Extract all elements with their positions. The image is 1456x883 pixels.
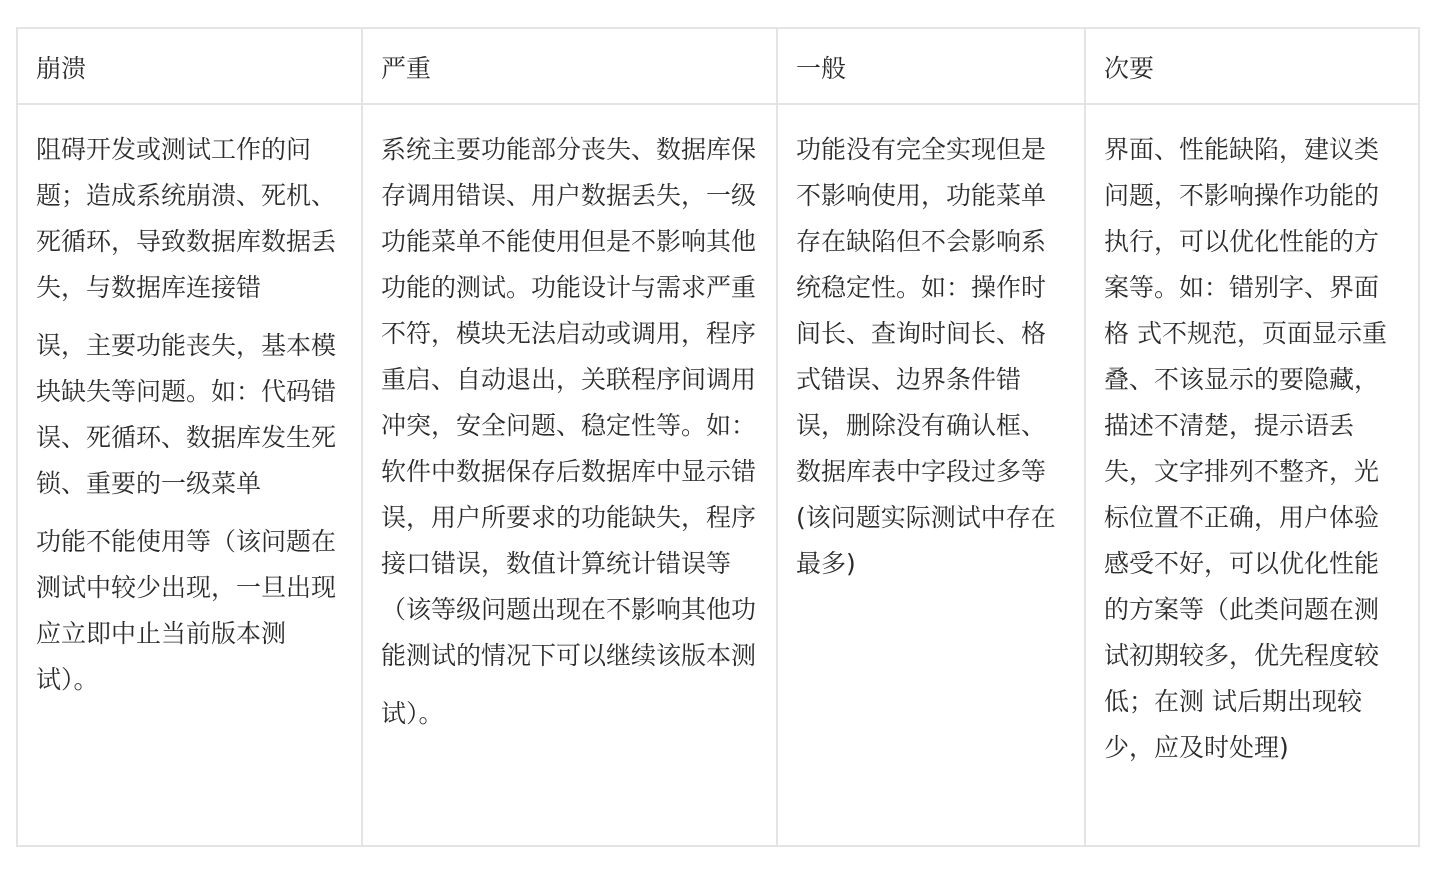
crash-paragraph-2: 误，主要功能丧失，基本模块缺失等问题。如：代码错误、死循环、数据库发生死锁、重要的一级菜单 <box>36 331 337 498</box>
severe-paragraph-1: 系统主要功能部分丧失、数据库保存调用错误、用户数据丢失，一级功能菜单不能使用但是不影响其他 功能的测试。功能设计与需求严重不符，模块无法启动或调用，程序重启、自动退出，关联程序间调用 冲突，安全问题、稳定性等。如：软件中数据保存后数据库中显示错误，用户所要求的功能缺失，程序接口错误，数值计算统计错误等（该等级问题出现在不影响其他功能测试的情况下可以继续该版本测 <box>381 135 757 670</box>
severity-table <box>16 27 1420 847</box>
header-minor: 次要 <box>1085 28 1419 104</box>
crash-paragraph-3: 功能不能使用等（该问题在测试中较少出现，一旦出现应立即中止当前版本测试）。 <box>36 527 337 694</box>
cell-crash-description <box>17 104 362 846</box>
crash-paragraph-1: 阻碍开发或测试工作的问题；造成系统崩溃、死机、死循环，导致数据库数据丢失，与数据库连接错 <box>36 135 337 302</box>
cell-minor-description <box>1085 104 1419 846</box>
minor-paragraph-1: 界面、性能缺陷，建议类问题，不影响操作功能的执行，可以优化性能的方案等。如：错别字、界面格 式不规范，页面显示重叠、不该显示的要隐藏，描述不清楚，提示语丢失，文字排列不整齐，光标位置不正确，用户体验感受不好，可以优化性能的方案等（此类问题在测试初期较多，优先程度较低；在测 试后期出现较少，应及时处理) <box>1104 135 1387 762</box>
cell-general-description <box>777 104 1085 846</box>
cell-severe-description <box>362 104 777 846</box>
header-row <box>17 28 1419 104</box>
severe-paragraph-2: 试）。 <box>381 699 444 728</box>
header-severe: 严重 <box>362 28 777 104</box>
table-row <box>17 104 1419 846</box>
general-paragraph-1: 功能没有完全实现但是不影响使用，功能菜单存在缺陷但不会影响系统稳定性。如：操作时间长、查询时间长、格式错误、边界条件错误，删除没有确认框、数据库表中字段过多等(该问题实际测试中存在最多) <box>796 135 1056 578</box>
header-crash: 崩溃 <box>17 28 362 104</box>
header-general: 一般 <box>777 28 1085 104</box>
